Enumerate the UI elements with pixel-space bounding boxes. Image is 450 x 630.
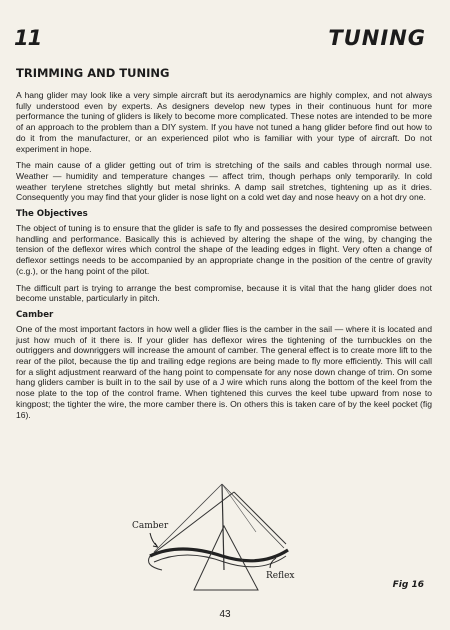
page-number: 43 <box>219 609 231 620</box>
camber-label: Camber <box>132 521 169 531</box>
intro-paragraph-1: A hang glider may look like a very simple aircraft but its aerodynamics are highly complex, and not always fully understood even by experts. As designers develop new types in their continuous hunt for more performance the tuning of gliders is likely to become more complicated. These notes are intended to be more of an approach to the problem than a DIY system. If you have not tuned a hang glider before find out how to do it from the manufacturer, or an experienced pilot who is familiar with your type of aircraft. Do not experiment in hope. <box>16 90 432 154</box>
objectives-paragraph-1: The object of tuning is to ensure that the glider is safe to fly and possesses the desired compromise between handling and performance. Basically this is achieved by altering the shape of the wing, by changing the tension of the deflexor wires which control the shape of the leading edges in flight. Very often a change of deflexor settings needs to be accompanied by an appropriate change in the position of the centre of gravity (c.g.), or the hang point of the pilot. <box>16 223 432 276</box>
reflex-label: Reflex <box>266 571 295 581</box>
camber-heading: Camber <box>16 309 54 320</box>
page-body <box>16 66 432 426</box>
section-title: TRIMMING AND TUNING <box>16 66 170 80</box>
objectives-paragraph-2: The difficult part is trying to arrange the best compromise, because it is vital that the hang glider does not become unstable, particularly in pitch. <box>16 282 432 304</box>
chapter-number: 11 <box>14 26 42 50</box>
objectives-heading: The Objectives <box>16 209 88 220</box>
camber-paragraph-1: One of the most important factors in how well a glider flies is the camber in the sail — where it is located and just how much of it there is. If your glider has deflexor wires the tightening of the turnbuckles on the outriggers and downriggers will increase the amount of camber. The general effect is to create more lift to the rear of the pilot, because the tip and trailing edge regions are being made to fly more efficiently. This will call for a slight adjustment rearward of the hang point to compensate for any nose down change of trim. On some hang gliders camber is built in to the sail by use of a J wire which runs along the bottom of the keel from the nose plate to the top of the control frame. When tightened this curves the keel tube upward from nose to kingpost; the tighter the wire, the more camber there is. On others this is taken care of by the keel pocket (fig 16). <box>16 323 432 420</box>
chapter-title: TUNING <box>328 26 426 50</box>
figure-caption: Fig 16 <box>392 580 424 590</box>
glider-camber-illustration <box>110 482 320 598</box>
intro-paragraph-2: The main cause of a glider getting out of trim is stretching of the sails and cables through normal use. Weather — humidity and temperature changes — affect trim, though perhaps only temporarily. In cold weather terylene stretches slightly but metal shrinks. A damp sail stretches, tightening up as it dries. Consequently you may find that your glider is nose light on a cold wet day and nose heavy on a hot dry one. <box>16 160 432 203</box>
